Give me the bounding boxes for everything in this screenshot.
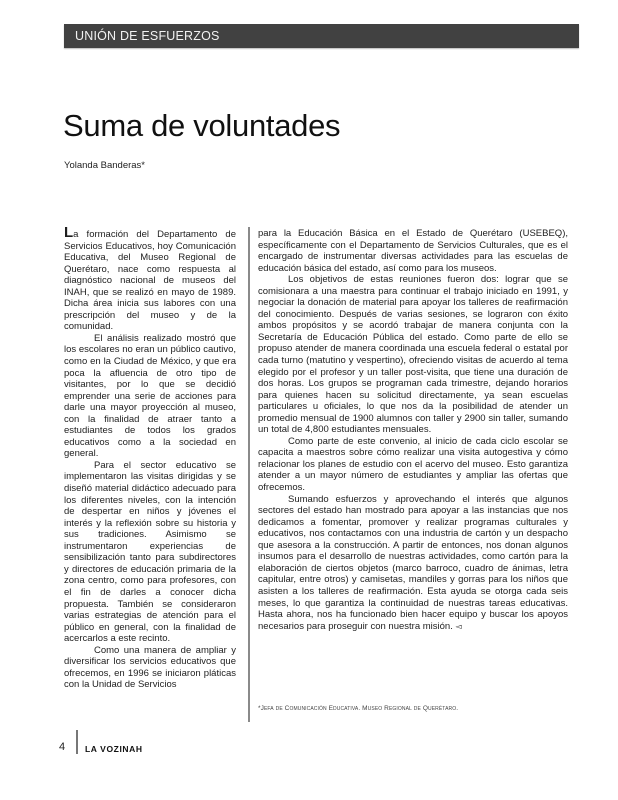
paragraph: para la Educación Básica en el Estado de Querétaro (USEBEQ), específicamente con el Departamento de Servicios Culturales, que es el encargado de instrumentar diversas actividades para las escuelas de educación básica del estado, así como para los museos. xyxy=(258,228,568,274)
publication-name: LA VOZINAH xyxy=(85,744,143,754)
drop-cap: L xyxy=(64,224,74,241)
paragraph: Los objetivos de estas reuniones fueron dos: lograr que se comisionara a una maestra para continuar el trabajo iniciado en 1991, y negociar la donación de material para apoyar los talleres de reafirmación del conocimiento. Después de varias sesiones, se lograron con éxito ambos propósitos y se acordó trabajar de manera conjunta con la Secretaría de Educación Pública del estado. Como parte de ello se propuso atender de manera coordinada una escuela federal o estatal por cada turno (matutino y vespertino), ofreciendo visitas de acuerdo al tema elegido por el profesor y un taller post-visita, que tiene una duración de dos horas. Los grupos se programan cada trimestre, dejando horarios para quienes hacen su solicitud directamente, ya sean escuelas particulares u oficiales, lo que nos da la posibilidad de atender un promedio mensual de 1900 alumnos con taller y 2900 sin taller, sumando un total de 4,800 estudiantes mensuales. xyxy=(258,274,568,436)
page-number: 4 xyxy=(59,741,66,753)
article-author: Yolanda Banderas* xyxy=(64,160,145,171)
paragraph: Sumando esfuerzos y aprovechando el interés que algunos sectores del estado han mostrado para apoyar a las instancias que nos dedicamos a fomentar, promover y realizar programas culturales y educativos, nos contactamos con una industria de cartón y un despacho que asesora a la construcción. A partir de entonces, nos donan algunos insumos para el desarrollo de nuestras actividades, como cartón para la elaboración de ciertos objetos (marco barroco, cuadro de ánimas, letra capitular, entre otros) y camisetas, mandiles y gorras para los niños que asisten a los talleres de reafirmación. Esta ayuda se otorga cada seis meses, lo que garantiza la continuidad de nuestras tareas educativas. Hasta ahora, nos ha funcionado bien hacer equipo y buscar los apoyos necesarios para proseguir con nuestra misión. ◅ xyxy=(258,493,568,632)
paragraph: Como una manera de ampliar y diversificar los servicios educativos que ofrecemos, en 1996 se iniciaron pláticas con la Unidad de Servicios xyxy=(64,644,236,691)
article-title: Suma de voluntades xyxy=(63,108,341,143)
section-header-bar xyxy=(64,24,579,48)
left-column xyxy=(64,224,236,691)
author-footnote: *Jefa de Comunicación Educativa. Museo Regional de Querétaro. xyxy=(258,705,459,712)
right-column xyxy=(258,228,568,632)
column-divider xyxy=(248,227,250,722)
paragraph: Para el sector educativo se implementaron las visitas dirigidas y se diseñó material didáctico adecuado para los diferentes niveles, con la intención de despertar en niños y jóvenes el interés y la reflexión sobre su historia y sus tradiciones. Asimismo se instrumentaron experiencias de sensibilización tanto para subdirectores y directores de educación primaria de la zona centro, como para profesores, con el fin de darles a conocer dicha propuesta. También se consideraron varias estrategias de atención para el público en general, con la finalidad de acercarlos a este recinto. xyxy=(64,459,236,645)
folio-divider xyxy=(76,730,78,754)
paragraph: Como parte de este convenio, al inicio de cada ciclo escolar se capacita a maestros sobre cómo realizar una visita autogestiva y cómo relacionar los planes de estudio con el acervo del museo. Esto garantiza atender a un mayor número de estudiantes y ampliar las ofertas que ofrecemos. xyxy=(258,435,568,494)
end-of-article-icon: ◅ xyxy=(455,621,462,631)
paragraph: La formación del Departamento de Servicios Educativos, hoy Comunicación Educativa, del Museo Regional de Querétaro, nace como respuesta al diagnóstico nacional de museos del INAH, que se realizó en mayo de 1989. Dicha área inicia sus labores con una prescripción del museo y de la comunidad. xyxy=(64,224,236,333)
section-label: UNIÓN DE ESFUERZOS xyxy=(75,29,220,43)
paragraph: El análisis realizado mostró que los escolares no eran un público cautivo, como en la Ciudad de México, y que era poca la afluencia de otro tipo de visitantes, por lo que se decidió emprender una serie de acciones para darle una mayor proyección al museo, con la finalidad de atraer tanto a estudiantes de todos los grados educativos como a la sociedad en general. xyxy=(64,332,236,460)
